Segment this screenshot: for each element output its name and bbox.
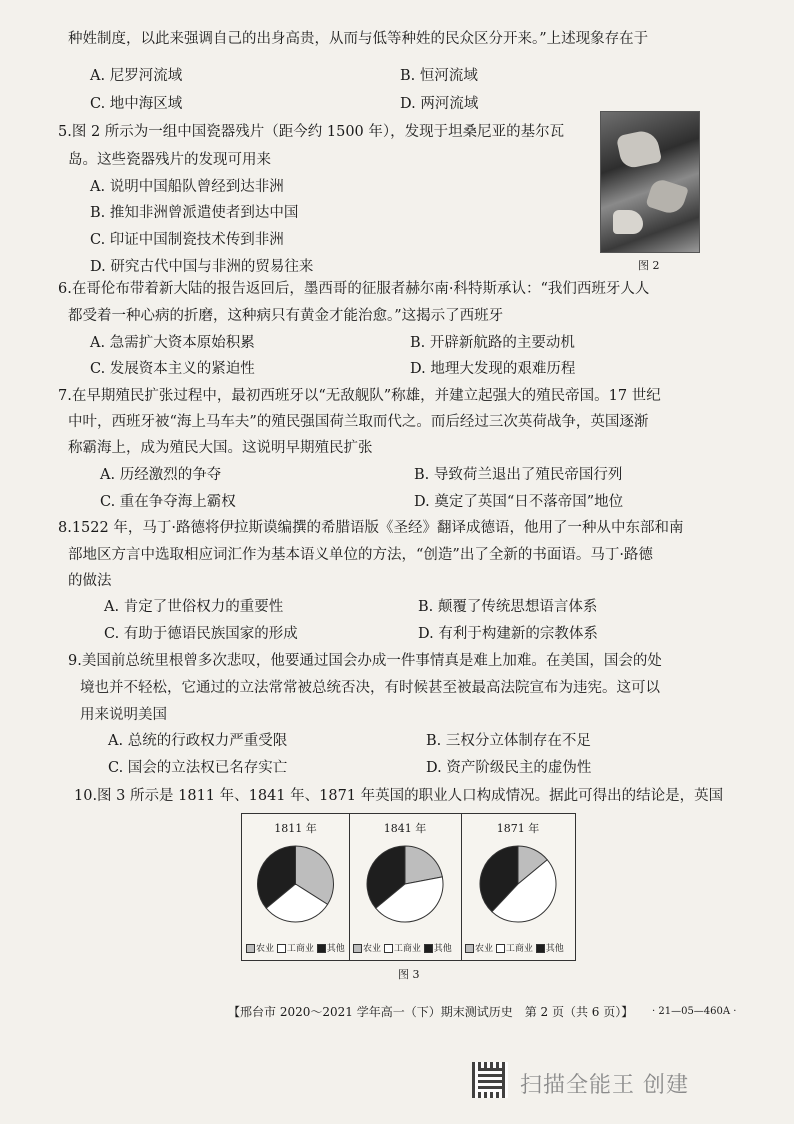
q7-option-a[interactable]: A. 历经激烈的争夺 xyxy=(100,467,222,483)
pie-legend xyxy=(246,941,345,954)
legend-label-agriculture: 农业 xyxy=(363,944,382,954)
pie-svg-1811 xyxy=(242,814,349,960)
legend-swatch-agriculture xyxy=(353,944,362,953)
q5-option-c[interactable]: C. 印证中国制瓷技术传到非洲 xyxy=(90,232,284,248)
q9-stem-line-1: 9.美国前总统里根曾多次悲叹，他要通过国会办成一件事情真是难上加难。在美国，国会的处 xyxy=(68,653,662,669)
q7-option-c[interactable]: C. 重在争夺海上霸权 xyxy=(100,494,236,510)
legend-label-other: 其他 xyxy=(545,944,564,954)
legend-label-industry: 工商业 xyxy=(286,944,314,954)
pie-legend xyxy=(465,941,564,954)
q8-stem-line-1: 8.1522 年，马丁·路德将伊拉斯谟编撰的希腊语版《圣经》翻译成德语，他用了一种从中东部和南 xyxy=(58,520,684,536)
q8-stem-line-2: 部地区方言中选取相应词汇作为基本语义单位的方法，“创造”出了全新的书面语。马丁·路德 xyxy=(68,547,653,563)
occupation-pie-charts xyxy=(241,813,576,961)
q10-stem: 10.图 3 所示是 1811 年、1841 年、1871 年英国的职业人口构成情况。据此可得出的结论是，英国 xyxy=(74,788,724,804)
q8-option-a[interactable]: A. 肯定了世俗权力的重要性 xyxy=(104,599,284,615)
page-footer: 【邢台市 2020～2021 学年高一（下）期末测试历史 第 2 页（共 6 页）】 xyxy=(228,1005,634,1019)
q4-stem: 种姓制度，以此来强调自己的出身高贵，从而与低等种姓的民众区分开来。”上述现象存在于 xyxy=(68,31,649,47)
legend-label-industry: 工商业 xyxy=(393,944,421,954)
pie-legend xyxy=(353,941,452,954)
scanner-watermark: 扫描全能王 创建 xyxy=(520,1073,689,1098)
q9-option-d[interactable]: D. 资产阶级民主的虚伪性 xyxy=(426,760,592,776)
q7-option-d[interactable]: D. 奠定了英国“日不落帝国”地位 xyxy=(414,494,624,510)
q4-option-c[interactable]: C. 地中海区域 xyxy=(90,96,183,112)
q8-option-b[interactable]: B. 颠覆了传统思想语言体系 xyxy=(418,599,598,615)
q6-stem-line-2: 都受着一种心病的折磨，这种病只有黄金才能治愈。”这揭示了西班牙 xyxy=(68,308,504,324)
q6-option-a[interactable]: A. 急需扩大资本原始积累 xyxy=(90,335,255,351)
q6-stem-line-1: 6.在哥伦布带着新大陆的报告返回后，墨西哥的征服者赫尔南·科特斯承认：“我们西班牙人人 xyxy=(58,281,650,297)
q6-option-c[interactable]: C. 发展资本主义的紧迫性 xyxy=(90,361,255,377)
legend-label-other: 其他 xyxy=(433,944,452,954)
legend-swatch-other xyxy=(424,944,433,953)
pie-panel-1811 xyxy=(242,814,350,960)
q8-option-c[interactable]: C. 有助于德语民族国家的形成 xyxy=(104,626,298,642)
q9-stem-line-2: 境也并不轻松，它通过的立法常常被总统否决，有时候甚至被最高法院宣布为违宪。这可以 xyxy=(80,680,660,696)
q7-option-b[interactable]: B. 导致荷兰退出了殖民帝国行列 xyxy=(414,467,623,483)
q5-stem-line-1: 5.图 2 所示为一组中国瓷器残片（距今约 1500 年），发现于坦桑尼亚的基尔瓦 xyxy=(58,124,565,140)
pie-panel-1841 xyxy=(349,814,462,960)
legend-label-industry: 工商业 xyxy=(505,944,533,954)
qr-code-icon xyxy=(472,1062,508,1098)
q7-stem-line-2: 中叶，西班牙被“海上马车夫”的殖民强国荷兰取而代之。而后经过三次英荷战争，英国逐渐 xyxy=(68,414,649,430)
pie-panel-1871 xyxy=(461,814,575,960)
figure-3-caption: 图 3 xyxy=(398,968,420,981)
figure-2-caption: 图 2 xyxy=(638,259,660,272)
q5-option-d[interactable]: D. 研究古代中国与非洲的贸易往来 xyxy=(90,259,314,275)
q9-option-a[interactable]: A. 总统的行政权力严重受限 xyxy=(108,733,288,749)
q6-option-d[interactable]: D. 地理大发现的艰难历程 xyxy=(410,361,576,377)
q7-stem-line-3: 称霸海上，成为殖民大国。这说明早期殖民扩张 xyxy=(68,440,373,456)
q5-stem-line-2: 岛。这些瓷器残片的发现可用来 xyxy=(68,152,271,168)
q7-stem-line-1: 7.在早期殖民扩张过程中，最初西班牙以“无敌舰队”称雄，并建立起强大的殖民帝国。17 世纪 xyxy=(58,388,661,404)
porcelain-shards-photo xyxy=(600,111,700,253)
q5-option-a[interactable]: A. 说明中国船队曾经到达非洲 xyxy=(90,179,284,195)
legend-swatch-industry xyxy=(496,944,505,953)
q9-stem-line-3: 用来说明美国 xyxy=(80,707,167,723)
legend-label-other: 其他 xyxy=(326,944,345,954)
legend-swatch-other xyxy=(536,944,545,953)
q9-option-b[interactable]: B. 三权分立体制存在不足 xyxy=(426,733,591,749)
q9-option-c[interactable]: C. 国会的立法权已名存实亡 xyxy=(108,760,288,776)
legend-swatch-other xyxy=(317,944,326,953)
q4-option-b[interactable]: B. 恒河流域 xyxy=(400,68,478,84)
q8-stem-line-3: 的做法 xyxy=(68,573,112,589)
legend-swatch-agriculture xyxy=(465,944,474,953)
legend-label-agriculture: 农业 xyxy=(256,944,275,954)
pie-svg-1841 xyxy=(349,814,461,960)
legend-swatch-industry xyxy=(384,944,393,953)
legend-swatch-industry xyxy=(277,944,286,953)
q4-option-a[interactable]: A. 尼罗河流域 xyxy=(90,68,183,84)
legend-swatch-agriculture xyxy=(246,944,255,953)
page-code: · 21—05—460A · xyxy=(652,1006,737,1017)
q4-option-d[interactable]: D. 两河流域 xyxy=(400,96,479,112)
q8-option-d[interactable]: D. 有利于构建新的宗教体系 xyxy=(418,626,598,642)
legend-label-agriculture: 农业 xyxy=(475,944,494,954)
pie-title: 1811 年 xyxy=(274,822,317,835)
pie-title: 1871 年 xyxy=(496,822,540,835)
pie-svg-1871 xyxy=(461,814,575,960)
q6-option-b[interactable]: B. 开辟新航路的主要动机 xyxy=(410,335,575,351)
q5-option-b[interactable]: B. 推知非洲曾派遣使者到达中国 xyxy=(90,205,299,221)
pie-title: 1841 年 xyxy=(383,822,427,835)
